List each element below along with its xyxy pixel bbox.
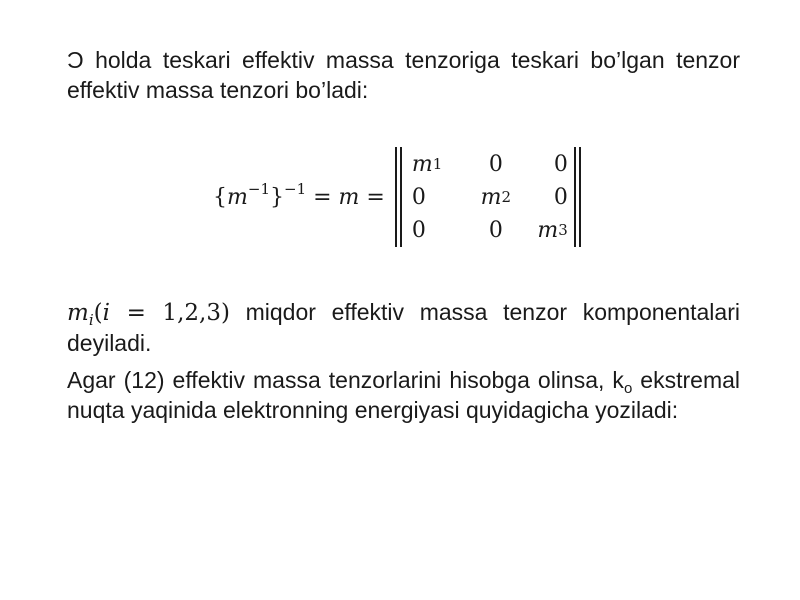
index-variable: i	[102, 300, 110, 326]
paragraph-intro: Ɔ holda teskari effektiv massa tenzoriga teskari bo’lgan tenzor effektiv massa tenzori bo’ladi:	[67, 47, 740, 103]
m-i-subscript: i	[88, 311, 94, 329]
matrix-cell-3-2: 0	[488, 217, 503, 243]
matrix-cell-3-1: 0	[411, 217, 426, 243]
paragraph-components: $m_i(i = 1,2,3)$ miqdor effektiv massa tenzor komponentalari deyiladi.	[67, 299, 740, 356]
matrix-entry-base: m	[537, 217, 559, 243]
paragraph-energy	[67, 365, 740, 425]
lhs-outer-exponent: −1	[284, 179, 307, 198]
index-range: = 1,2,3	[109, 300, 221, 326]
matrix-cell-2-3: 0	[553, 184, 568, 210]
matrix-left-norm-bars	[395, 147, 402, 247]
components-text: miqdor effektiv massa tenzor komponentalari deyiladi.	[67, 299, 740, 356]
matrix-cell-2-1: 0	[411, 184, 426, 210]
lhs-equals-m: = m =	[306, 184, 385, 210]
matrix-cell-1-2: 0	[488, 151, 503, 177]
energy-text-start: Agar (12) effektiv massa tenzorlarini hisobga olinsa, k	[67, 367, 624, 393]
m-i-base: m	[67, 300, 89, 326]
lhs-m: m	[227, 184, 248, 210]
k-zero-subscript: o	[623, 380, 633, 397]
mass-matrix	[402, 148, 574, 247]
matrix-entry-base: m	[480, 184, 502, 210]
matrix-cell-3-3: m 3	[537, 217, 568, 243]
matrix-right-norm-bars	[574, 147, 581, 247]
matrix-cell-1-3: 0	[553, 151, 568, 177]
matrix-cell-2-2: m 2	[480, 184, 512, 210]
lhs-inner-exponent: −1	[247, 179, 270, 198]
matrix-cell-1-1: m 1	[411, 151, 443, 177]
equation-lhs: $\{m^{-1}\}^{-1} = m$ =	[213, 179, 385, 210]
matrix-entry-base: m	[411, 151, 433, 177]
effective-mass-equation	[213, 146, 581, 248]
energy-text-end: ekstremal nuqta yaqinida elektronning energiyasi quyidagicha yoziladi:	[67, 367, 741, 423]
